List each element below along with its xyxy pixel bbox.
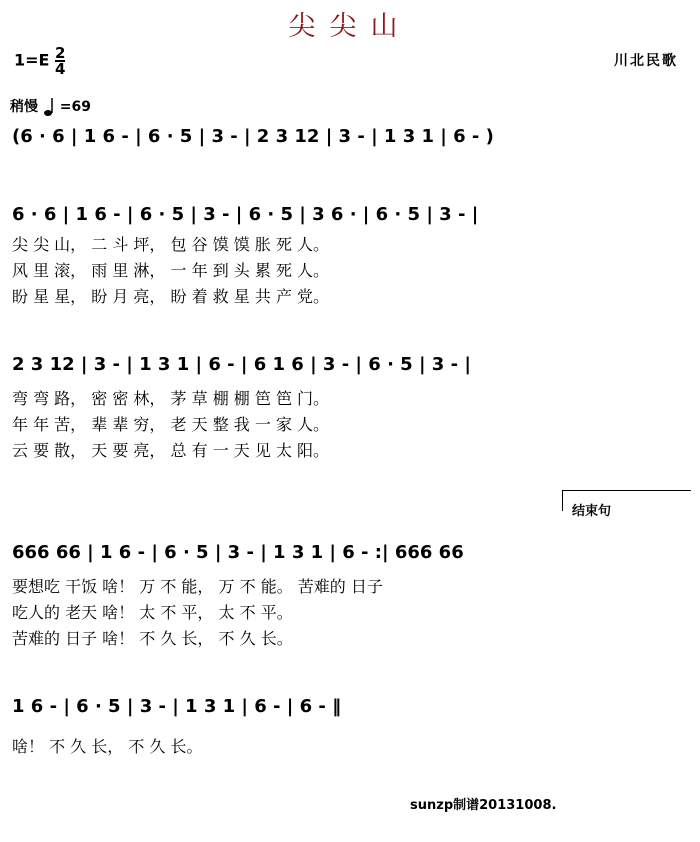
notation-line: 666 66 | 1 6 - | 6 · 5 | 3 - | 1 3 1 | 6 - :| 666 66 [12,542,464,563]
key-signature [14,46,65,76]
time-signature-denominator: 4 [55,60,66,78]
song-source: 川北民歌 [614,53,678,69]
lyric-line: 尖 尖 山， 二 斗 坪， 包 谷 馍 馍 胀 死 人。 [12,235,330,254]
time-signature-numerator: 2 [55,44,66,62]
key-label: 1=E [14,50,50,70]
notation-line: 1 6 - | 6 · 5 | 3 - | 1 3 1 | 6 - | 6 - ‖ [12,696,342,717]
notation-line: 6 · 6 | 1 6 - | 6 · 5 | 3 - | 6 · 5 | 3 6 · | 6 · 5 | 3 - | [12,204,479,225]
notation-line: 2 3 12 | 3 - | 1 3 1 | 6 - | 6 1 6 | 3 - | 6 · 5 | 3 - | [12,354,471,375]
time-signature [55,46,65,76]
lyric-line: 苦难的 日子 啥！ 不 久 长， 不 久 长。 [12,629,293,648]
lyric-line: 弯 弯 路， 密 密 林， 茅 草 棚 棚 笆 笆 门。 [12,389,330,408]
lyric-line: 云 要 散， 天 要 亮， 总 有 一 天 见 太 阳。 [12,441,330,460]
tempo-label: 稍慢 [10,99,38,115]
tempo-value: =69 [59,99,91,115]
tempo-marking [10,96,91,117]
lyric-line: 风 里 滚， 雨 里 淋， 一 年 到 头 累 死 人。 [12,261,330,280]
lyric-line: 盼 星 星， 盼 月 亮， 盼 着 救 星 共 产 党。 [12,287,330,306]
lyric-line: 啥！ 不 久 长， 不 久 长。 [12,737,203,756]
lyric-line: 要想吃 干饭 啥！ 万 不 能， 万 不 能。 苦难的 日子 [12,577,383,596]
lyric-line: 吃人的 老天 啥！ 太 不 平， 太 不 平。 [12,603,293,622]
quarter-note-icon [43,97,55,117]
footer-credit: sunzp制谱20131008. [410,798,557,813]
lyric-line: 年 年 苦， 辈 辈 穷， 老 天 整 我 一 家 人。 [12,415,330,434]
notation-line: (6 · 6 | 1 6 - | 6 · 5 | 3 - | 2 3 12 | 3 - | 1 3 1 | 6 - ) [12,126,494,147]
song-title: 尖尖山 [288,11,412,42]
ending-label: 结束句 [572,504,612,519]
